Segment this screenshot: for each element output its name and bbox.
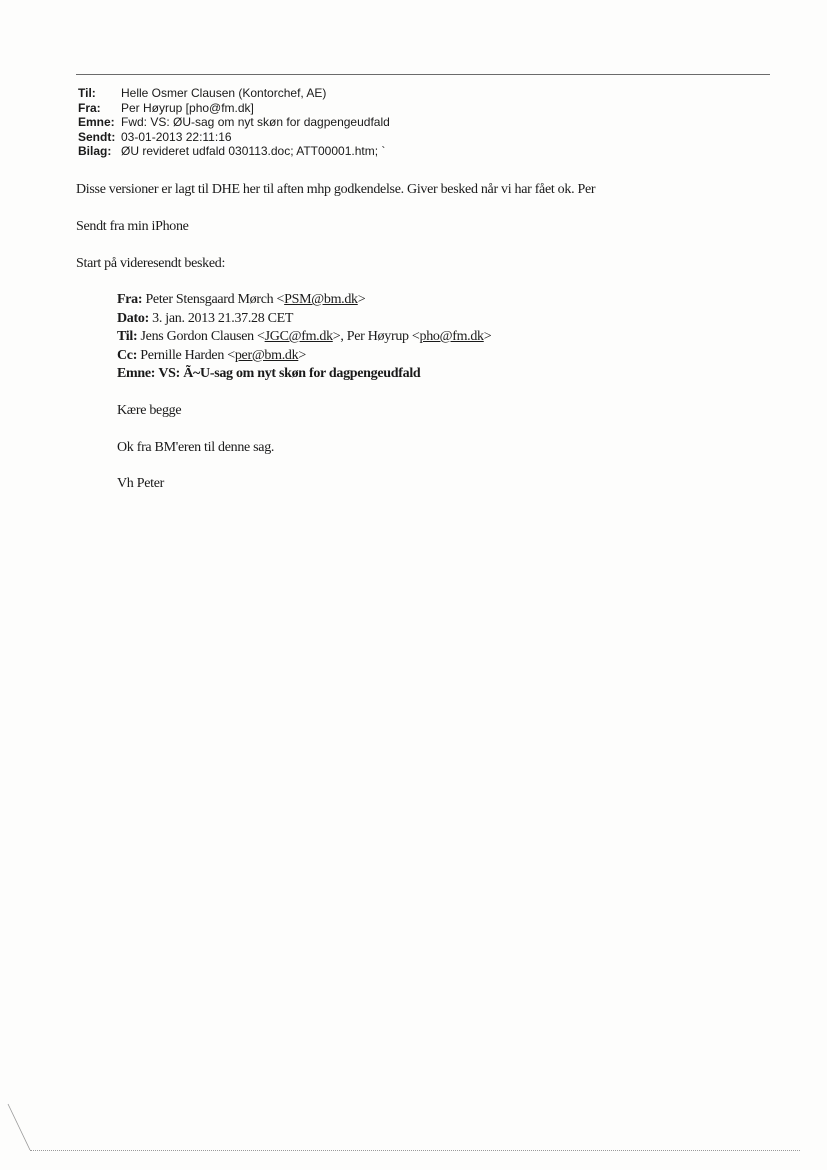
forwarded-subject-label: Emne: <box>117 366 156 381</box>
header-attachments-row <box>78 144 390 159</box>
header-to-value: Helle Osmer Clausen (Kontorchef, AE) <box>121 86 327 100</box>
header-subject-row <box>78 115 390 130</box>
forwarded-cc-label: Cc: <box>117 347 138 363</box>
forwarded-date-label: Dato: <box>117 310 149 326</box>
header-from-row <box>78 101 390 116</box>
forwarded-to-name-2: Per Høyrup <box>346 329 409 344</box>
email-header <box>78 86 390 159</box>
forwarded-to-label: Til: <box>117 329 138 344</box>
forwarded-date-value: 3. jan. 2013 21.37.28 CET <box>152 310 294 326</box>
header-separator-line <box>76 74 770 75</box>
forwarded-date-row <box>117 310 491 329</box>
forwarded-signoff: Vh Peter <box>117 476 164 491</box>
header-sent-label: Sendt: <box>78 129 116 144</box>
header-attachments-value: ØU revideret udfald 030113.doc; ATT00001.htm; ` <box>121 144 386 159</box>
forwarded-message: Ok fra BM'eren til denne sag. <box>117 440 275 455</box>
forwarded-subject-value: VS: Ã~U-sag om nyt skøn for dagpengeudfald <box>158 366 421 381</box>
forwarded-from-label: Fra: <box>117 292 143 307</box>
body-paragraph-1: Disse versioner er lagt til DHE her til aften mhp godkendelse. Giver besked når vi har fået ok. Per <box>76 182 596 197</box>
forwarded-header <box>117 291 491 384</box>
forwarded-from-row: Fra: Peter Stensgaard Mørch <PSM@bm.dk> <box>117 292 366 307</box>
forwarded-to-row: Til: Jens Gordon Clausen <JGC@fm.dk>, Per Høyrup <pho@fm.dk> <box>117 329 492 344</box>
forwarded-cc-email-link[interactable]: per@bm.dk <box>234 347 299 363</box>
body-paragraph-3: Start på videresendt besked: <box>76 256 226 271</box>
forwarded-to-name-1: Jens Gordon Clausen <box>140 329 254 344</box>
page-bottom-edge-line <box>30 1150 800 1151</box>
header-attachments-label: Bilag: <box>78 144 112 159</box>
header-from-label: Fra: <box>78 100 101 115</box>
forwarded-cc-name: Pernille Harden <box>140 347 225 363</box>
header-subject-label: Emne: <box>78 115 115 130</box>
forwarded-greeting: Kære begge <box>117 403 182 418</box>
forwarded-to-email-link-1[interactable]: JGC@fm.dk <box>264 329 333 344</box>
forwarded-subject-row <box>117 365 491 384</box>
header-to-row <box>78 86 390 101</box>
forwarded-cc-row: Cc: Pernille Harden <per@bm.dk> <box>117 347 306 363</box>
forwarded-from-name: Peter Stensgaard Mørch <box>145 292 274 307</box>
body-paragraph-2: Sendt fra min iPhone <box>76 219 189 234</box>
forwarded-to-email-link-2[interactable]: pho@fm.dk <box>419 329 484 344</box>
header-from-value: Per Høyrup [pho@fm.dk] <box>121 100 254 115</box>
forwarded-from-email-link[interactable]: PSM@bm.dk <box>284 292 358 307</box>
header-subject-value: Fwd: VS: ØU-sag om nyt skøn for dagpengeudfald <box>121 115 390 130</box>
scan-fold-mark-decoration <box>0 1098 40 1158</box>
header-to-label: Til: <box>78 86 96 100</box>
header-sent-value: 03-01-2013 22:11:16 <box>121 129 232 144</box>
header-sent-row <box>78 130 390 145</box>
